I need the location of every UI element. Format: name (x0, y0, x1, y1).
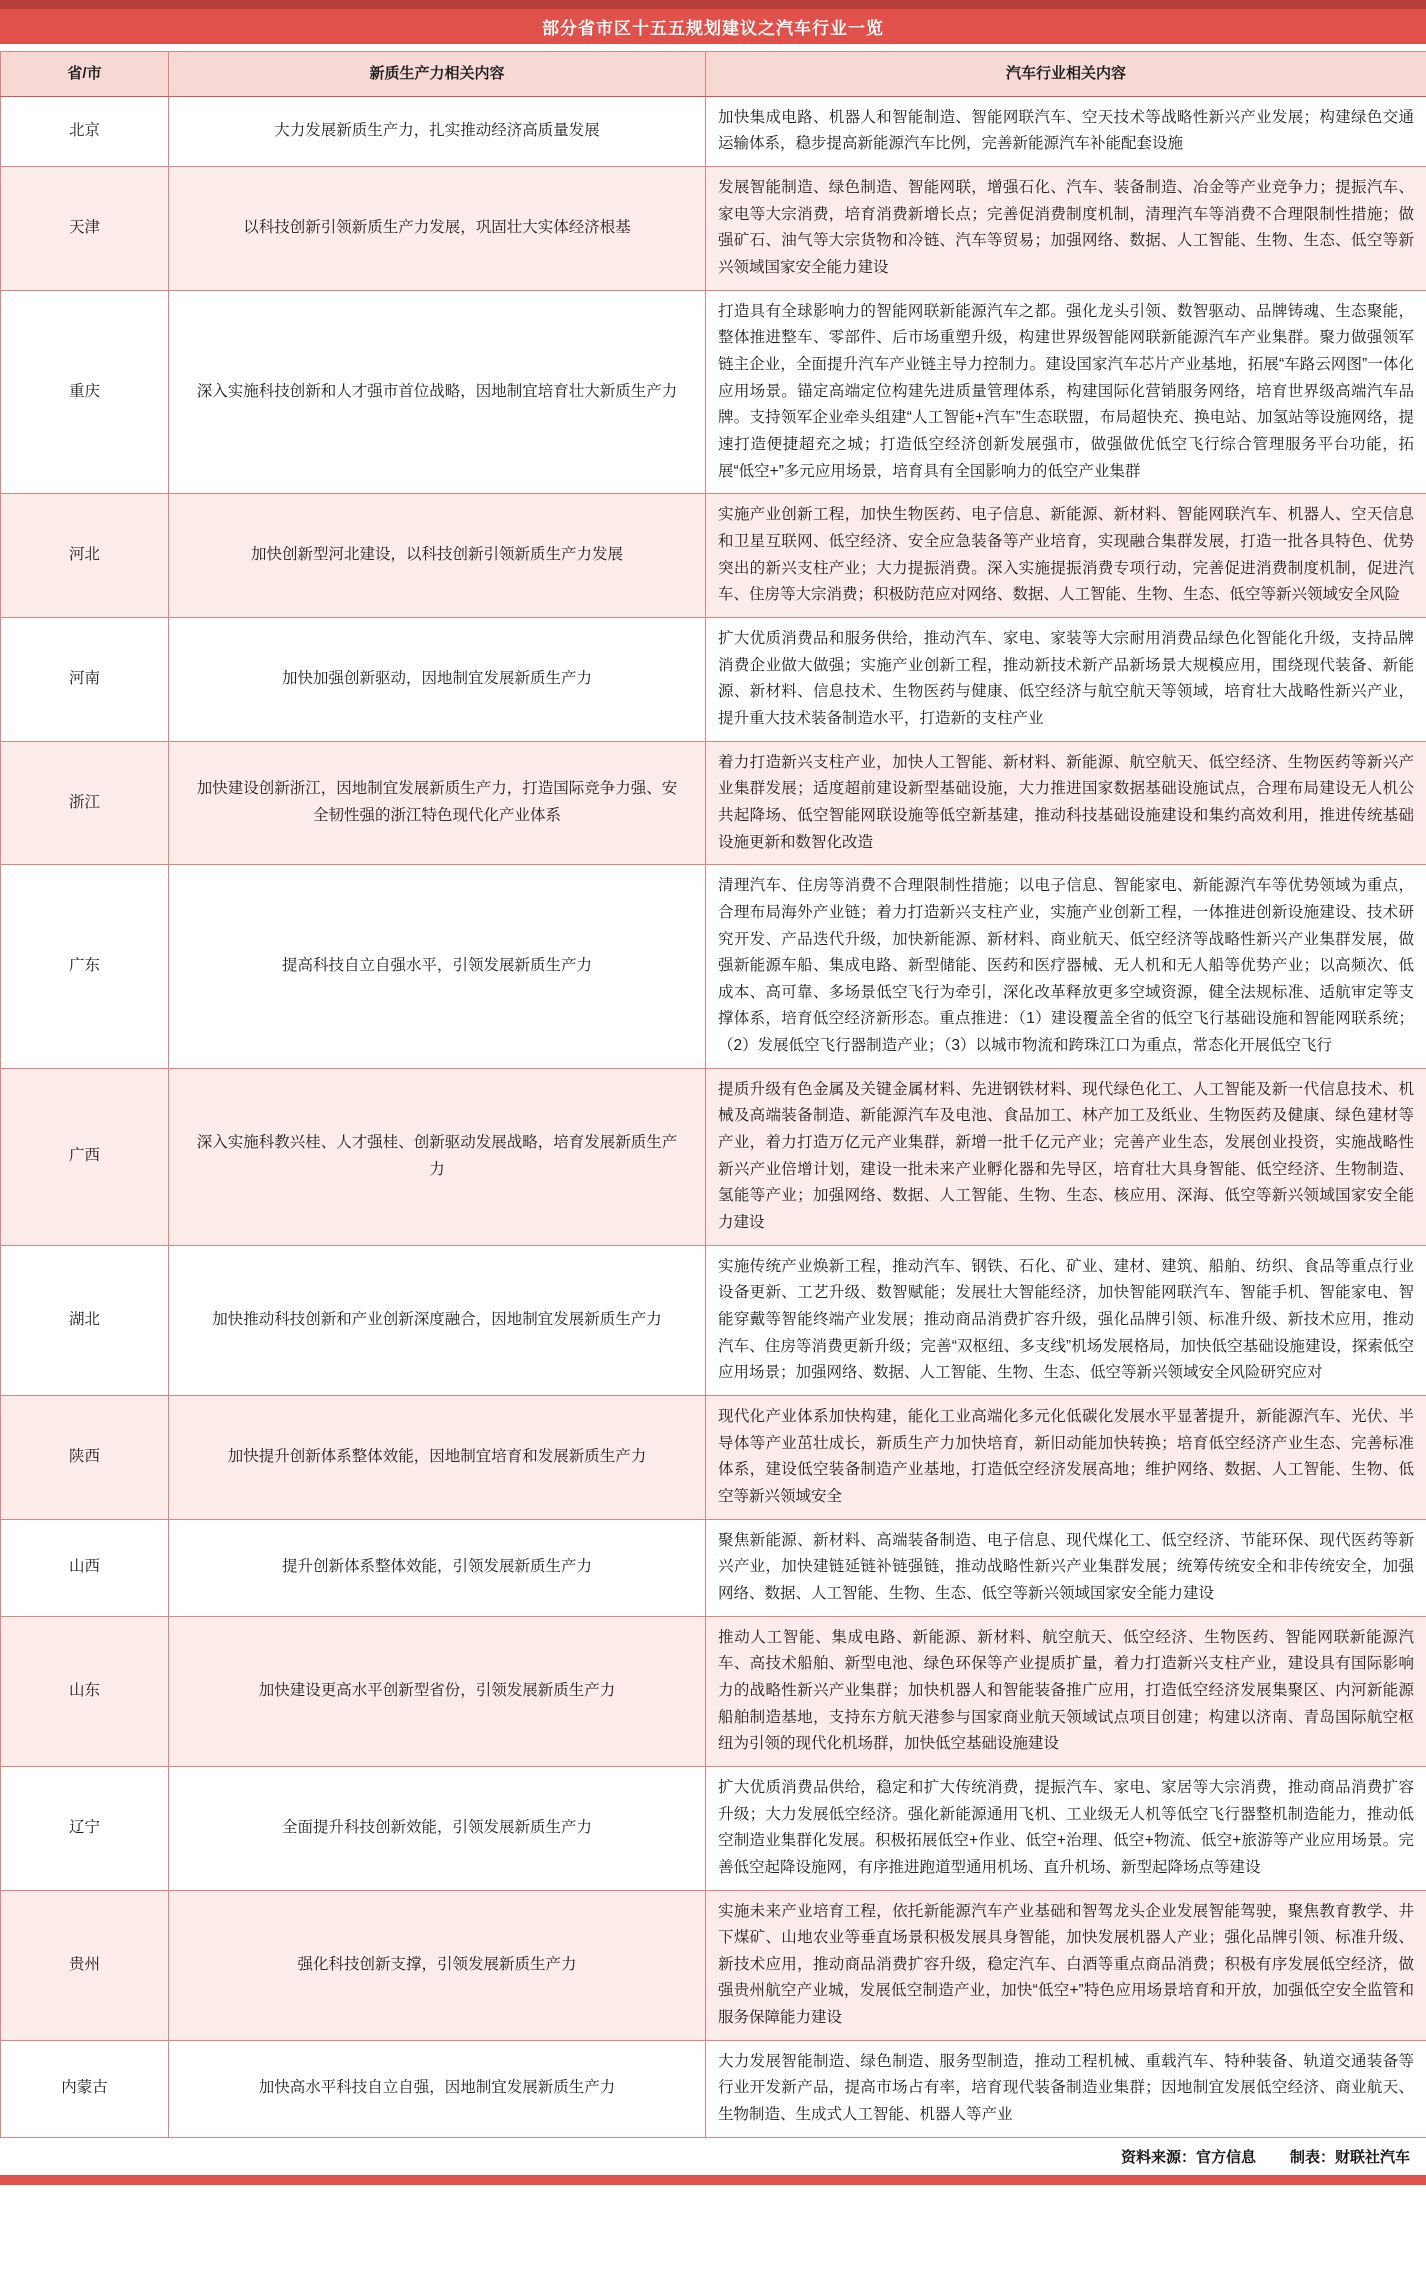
auto-industry-cell: 扩大优质消费品和服务供给，推动汽车、家电、家装等大宗耐用消费品绿色化智能化升级，支持品牌消费企业做大做强；实施产业创新工程，推动新技术新产品新场景大规模应用，围绕现代装备、新能源、新材料、信息技术、生物医药与健康、低空经济与航空航天等领域，培育壮大战略性新兴产业，提升重大技术装备制造水平，打造新的支柱产业 (706, 617, 1426, 741)
title-table-gap (0, 44, 1426, 51)
productivity-cell: 加快提升创新体系整体效能，因地制宜培育和发展新质生产力 (169, 1396, 706, 1520)
province-cell: 山西 (1, 1519, 169, 1616)
table-row (1, 1068, 1426, 1245)
province-cell: 贵州 (1, 1890, 169, 2040)
province-cell: 广东 (1, 865, 169, 1069)
table-row (1, 865, 1426, 1069)
plan-table (0, 51, 1426, 2138)
productivity-cell: 加快高水平科技自立自强，因地制宜发展新质生产力 (169, 2040, 706, 2137)
auto-industry-cell: 清理汽车、住房等消费不合理限制性措施；以电子信息、智能家电、新能源汽车等优势领域为重点，合理布局海外产业链；着力打造新兴支柱产业，实施产业创新工程，一体推进创新设施建设、技术研究开发、产品迭代升级，加快新能源、新材料、商业航天、低空经济等战略性新兴产业集群发展，做强新能源车船、集成电路、新型储能、医药和医疗器械、无人机和无人船等优势产业；以高频次、低成本、高可靠、多场景低空飞行为牵引，深化改革释放更多空域资源，健全法规标准、适航审定等支撑体系，培育低空经济新形态。重点推进：（1）建设覆盖全省的低空飞行基础设施和智能网联系统；（2）发展低空飞行器制造产业；（3）以城市物流和跨珠江口为重点，常态化开展低空飞行 (706, 865, 1426, 1069)
auto-industry-cell: 打造具有全球影响力的智能网联新能源汽车之都。强化龙头引领、数智驱动、品牌铸魂、生态聚能，整体推进整车、零部件、后市场重塑升级，构建世界级智能网联新能源汽车产业集群。聚力做强领军链主企业，全面提升汽车产业链主导力控制力。建设国家汽车芯片产业基地，拓展“车路云网图”一体化应用场景。锚定高端定位构建先进质量管理体系，构建国际化营销服务网络，培育世界级高端汽车品牌。支持领军企业牵头组建“人工智能+汽车”生态联盟，布局超快充、换电站、加氢站等设施网络，提速打造便捷超充之城；打造低空经济创新发展强市，做强做优低空飞行综合管理服务平台功能，拓展“低空+”多元应用场景，培育具有全国影响力的低空产业集群 (706, 290, 1426, 494)
productivity-cell: 强化科技创新支撑，引领发展新质生产力 (169, 1890, 706, 2040)
table-row (1, 1245, 1426, 1395)
auto-industry-cell: 着力打造新兴支柱产业，加快人工智能、新材料、新能源、航空航天、低空经济、生物医药等新兴产业集群发展；适度超前建设新型基础设施，大力推进国家数据基础设施试点，合理布局建设无人机公共起降场、低空智能网联设施等低空新基建，推动科技基础设施建设和集约高效利用，推进传统基础设施更新和数智化改造 (706, 741, 1426, 865)
auto-industry-cell: 提质升级有色金属及关键金属材料、先进钢铁材料、现代绿色化工、人工智能及新一代信息技术、机械及高端装备制造、新能源汽车及电池、食品加工、林产加工及纸业、生物医药及健康、绿色建材等产业，着力打造万亿元产业集群，新增一批千亿元产业；完善产业生态，发展创业投资，实施战略性新兴产业倍增计划，建设一批未来产业孵化器和先导区，培育壮大具身智能、低空经济、生物制造、氢能等产业；加强网络、数据、人工智能、生物、生态、核应用、深海、低空等新兴领域国家安全能力建设 (706, 1068, 1426, 1245)
auto-industry-cell: 推动人工智能、集成电路、新能源、新材料、航空航天、低空经济、生物医药、智能网联新能源汽车、高技术船舶、新型电池、绿色环保等产业提质扩量，着力打造新兴支柱产业，建设具有国际影响力的战略性新兴产业集群；加快机器人和智能装备推广应用，打造低空经济发展集聚区、内河新能源船舶制造基地，支持东方航天港参与国家商业航天领域试点项目创建；构建以济南、青岛国际航空枢纽为引领的现代化机场群，加快低空基础设施建设 (706, 1616, 1426, 1766)
source-note: 资料来源：官方信息 (1120, 2148, 1256, 2166)
auto-industry-cell: 扩大优质消费品供给，稳定和扩大传统消费，提振汽车、家电、家居等大宗消费，推动商品消费扩容升级；大力发展低空经济。强化新能源通用飞机、工业级无人机等低空飞行器整机制造能力，推动低空制造业集群化发展。积极拓展低空+作业、低空+治理、低空+物流、低空+旅游等产业应用场景。完善低空起降设施网，有序推进跑道型通用机场、直升机场、新型起降场点等建设 (706, 1766, 1426, 1890)
auto-industry-cell: 聚焦新能源、新材料、高端装备制造、电子信息、现代煤化工、低空经济、节能环保、现代医药等新兴产业，加快建链延链补链强链，推动战略性新兴产业集群发展；统筹传统安全和非传统安全，加强网络、数据、人工智能、生物、生态、低空等新兴领域国家安全能力建设 (706, 1519, 1426, 1616)
productivity-cell: 深入实施科技创新和人才强市首位战略，因地制宜培育壮大新质生产力 (169, 290, 706, 494)
table-row (1, 1396, 1426, 1520)
page-title: 部分省市区十五五规划建议之汽车行业一览 (0, 9, 1426, 44)
province-cell: 内蒙古 (1, 2040, 169, 2137)
productivity-cell: 全面提升科技创新效能，引领发展新质生产力 (169, 1766, 706, 1890)
table-row (1, 494, 1426, 618)
province-cell: 天津 (1, 167, 169, 291)
productivity-cell: 深入实施科教兴桂、人才强桂、创新驱动发展战略，培育发展新质生产力 (169, 1068, 706, 1245)
productivity-cell: 加快建设更高水平创新型省份，引领发展新质生产力 (169, 1616, 706, 1766)
bottom-accent-bar (0, 2175, 1426, 2185)
productivity-cell: 加快创新型河北建设，以科技创新引领新质生产力发展 (169, 494, 706, 618)
auto-industry-cell: 发展智能制造、绿色制造、智能网联，增强石化、汽车、装备制造、冶金等产业竞争力；提振汽车、家电等大宗消费，培育消费新增长点；完善促消费制度机制，清理汽车等消费不合理限制性措施；做强矿石、油气等大宗货物和冷链、汽车等贸易；加强网络、数据、人工智能、生物、生态、低空等新兴领域国家安全能力建设 (706, 167, 1426, 291)
table-row (1, 617, 1426, 741)
province-cell: 河北 (1, 494, 169, 618)
province-cell: 浙江 (1, 741, 169, 865)
auto-industry-cell: 实施未来产业培育工程，依托新能源汽车产业基础和智驾龙头企业发展智能驾驶，聚焦教育教学、井下煤矿、山地农业等垂直场景积极发展具身智能，加快发展机器人产业；强化品牌引领、标准升级、新技术应用，推动商品消费扩容升级，稳定汽车、白酒等重点商品消费；积极有序发展低空经济，做强贵州航空产业城，发展低空制造产业，加快“低空+”特色应用场景培育和开放，加强低空安全监管和服务保障能力建设 (706, 1890, 1426, 2040)
tabulation-note: 制表：财联社汽车 (1289, 2148, 1410, 2166)
productivity-cell: 加快推动科技创新和产业创新深度融合，因地制宜发展新质生产力 (169, 1245, 706, 1395)
province-cell: 陕西 (1, 1396, 169, 1520)
province-cell: 辽宁 (1, 1766, 169, 1890)
auto-industry-cell: 大力发展智能制造、绿色制造、服务型制造，推动工程机械、重载汽车、特种装备、轨道交通装备等行业开发新产品，提高市场占有率，培育现代装备制造业集群；因地制宜发展低空经济、商业航天、生物制造、生成式人工智能、机器人等产业 (706, 2040, 1426, 2137)
table-row (1, 1766, 1426, 1890)
auto-industry-cell: 实施产业创新工程，加快生物医药、电子信息、新能源、新材料、智能网联汽车、机器人、空天信息和卫星互联网、低空经济、安全应急装备等产业培育，实现融合集群发展，打造一批各具特色、优势突出的新兴支柱产业；大力提振消费。深入实施提振消费专项行动，完善促进消费制度机制，促进汽车、住房等大宗消费；积极防范应对网络、数据、人工智能、生物、生态、低空等新兴领域安全风险 (706, 494, 1426, 618)
productivity-cell: 以科技创新引领新质生产力发展，巩固壮大实体经济根基 (169, 167, 706, 291)
auto-industry-cell: 实施传统产业焕新工程，推动汽车、钢铁、石化、矿业、建材、建筑、船舶、纺织、食品等重点行业设备更新、工艺升级、数智赋能；发展壮大智能经济，加快智能网联汽车、智能手机、智能家电、智能穿戴等智能终端产业发展；推动商品消费扩容升级，强化品牌引领、标准升级、新技术应用，推动汽车、住房等消费更新升级；完善“双枢纽、多支线”机场发展格局，加快低空基础设施建设，探索低空应用场景；加强网络、数据、人工智能、生物、生态、低空等新兴领域安全风险研究应对 (706, 1245, 1426, 1395)
table-row (1, 2040, 1426, 2137)
productivity-cell: 加快加强创新驱动，因地制宜发展新质生产力 (169, 617, 706, 741)
table-footer (0, 2138, 1426, 2173)
top-accent-strip (0, 0, 1426, 9)
column-header-province: 省/市 (1, 52, 169, 97)
auto-industry-cell: 现代化产业体系加快构建，能化工业高端化多元化低碳化发展水平显著提升，新能源汽车、光伏、半导体等产业茁壮成长，新质生产力加快培育，新旧动能加快转换；培育低空经济产业生态、完善标准体系，建设低空装备制造产业基地，打造低空经济发展高地；维护网络、数据、人工智能、生物、低空等新兴领域安全 (706, 1396, 1426, 1520)
province-cell: 湖北 (1, 1245, 169, 1395)
productivity-cell: 提升创新体系整体效能，引领发展新质生产力 (169, 1519, 706, 1616)
table-row (1, 290, 1426, 494)
productivity-cell: 加快建设创新浙江，因地制宜发展新质生产力，打造国际竞争力强、安全韧性强的浙江特色现代化产业体系 (169, 741, 706, 865)
table-row (1, 1519, 1426, 1616)
header-row (1, 52, 1426, 97)
province-cell: 北京 (1, 96, 169, 166)
province-cell: 河南 (1, 617, 169, 741)
table-row (1, 741, 1426, 865)
table-row (1, 1616, 1426, 1766)
column-header-auto-industry: 汽车行业相关内容 (706, 52, 1426, 97)
table-row (1, 96, 1426, 166)
province-cell: 重庆 (1, 290, 169, 494)
auto-industry-cell: 加快集成电路、机器人和智能制造、智能网联汽车、空天技术等战略性新兴产业发展；构建绿色交通运输体系，稳步提高新能源汽车比例，完善新能源汽车补能配套设施 (706, 96, 1426, 166)
province-cell: 山东 (1, 1616, 169, 1766)
table-row (1, 1890, 1426, 2040)
productivity-cell: 大力发展新质生产力，扎实推动经济高质量发展 (169, 96, 706, 166)
province-cell: 广西 (1, 1068, 169, 1245)
table-row (1, 167, 1426, 291)
column-header-productivity: 新质生产力相关内容 (169, 52, 706, 97)
productivity-cell: 提高科技自立自强水平，引领发展新质生产力 (169, 865, 706, 1069)
